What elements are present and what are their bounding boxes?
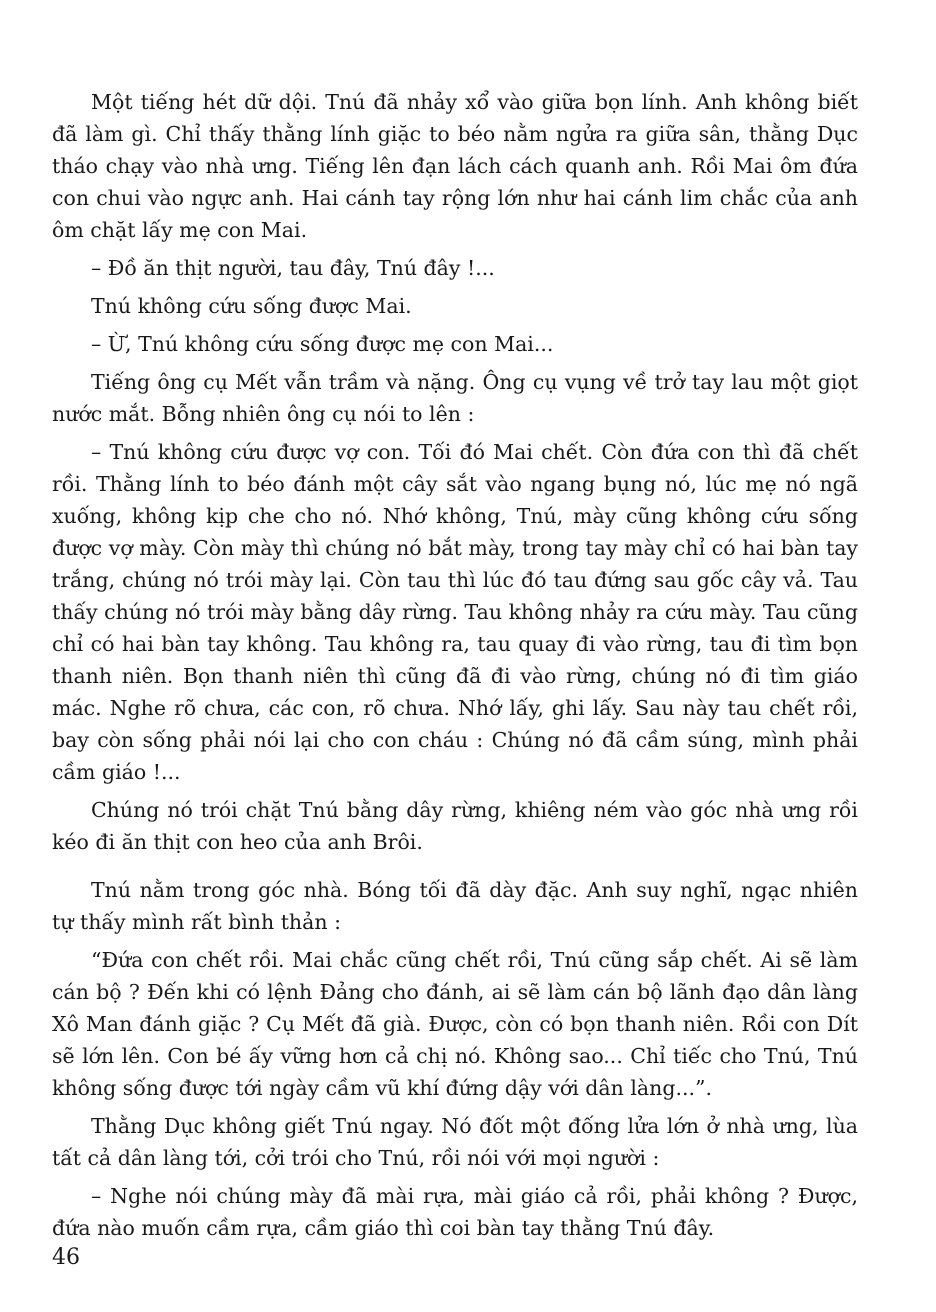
- paragraph-3: Tnú không cứu sống được Mai.: [91, 294, 412, 318]
- paragraph-5: Tiếng ông cụ Mết vẫn trầm và nặng. Ông cụ vụng về trở tay lau một giọt nước mắt. Bỗng nhiên ông cụ nói to lên :: [52, 370, 858, 426]
- paragraph-7: Chúng nó trói chặt Tnú bằng dây rừng, khiêng ném vào góc nhà ưng rồi kéo đi ăn thịt con heo của anh Brôi.: [52, 798, 858, 854]
- paragraph-2: – Đồ ăn thịt người, tau đây, Tnú đây !...: [91, 256, 495, 280]
- page-number: 46: [52, 1245, 80, 1270]
- body-text: [52, 86, 858, 1244]
- paragraph-9: “Đứa con chết rồi. Mai chắc cũng chết rồi, Tnú cũng sắp chết. Ai sẽ làm cán bộ ? Đến khi có lệnh Đảng cho đánh, ai sẽ làm cán bộ lãnh đạo dân làng Xô Man đánh giặc ? Cụ Mết đã già. Được, còn có bọn thanh niên. Rồi con Dít sẽ lớn lên. Con bé ấy vững hơn cả chị nó. Không sao... Chỉ tiếc cho Tnú, Tnú không sống được tới ngày cầm vũ khí đứng dậy với dân làng...”.: [52, 948, 858, 1100]
- paragraph-11: – Nghe nói chúng mày đã mài rựa, mài giáo cả rồi, phải không ? Được, đứa nào muốn cầm rựa, cầm giáo thì coi bàn tay thằng Tnú đây.: [52, 1184, 858, 1240]
- paragraph-4: – Ừ, Tnú không cứu sống được mẹ con Mai...: [91, 332, 554, 356]
- paragraph-6: – Tnú không cứu được vợ con. Tối đó Mai chết. Còn đứa con thì đã chết rồi. Thằng lính to béo đánh một cây sắt vào ngang bụng nó, lúc mẹ nó ngã xuống, không kịp che cho nó. Nhớ không, Tnú, mày cũng không cứu sống được vợ mày. Còn mày thì chúng nó bắt mày, trong tay mày chỉ có hai bàn tay trắng, chúng nó trói mày lại. Còn tau thì lúc đó tau đứng sau gốc cây vả. Tau thấy chúng nó trói mày bằng dây rừng. Tau không nhảy ra cứu mày. Tau cũng chỉ có hai bàn tay không. Tau không ra, tau quay đi vào rừng, tau đi tìm bọn thanh niên. Bọn thanh niên thì cũng đã đi vào rừng, chúng nó đi tìm giáo mác. Nghe rõ chưa, các con, rõ chưa. Nhớ lấy, ghi lấy. Sau này tau chết rồi, bay còn sống phải nói lại cho con cháu : Chúng nó đã cầm súng, mình phải cầm giáo !...: [52, 440, 858, 784]
- paragraph-10: Thằng Dục không giết Tnú ngay. Nó đốt một đống lửa lớn ở nhà ưng, lùa tất cả dân làng tới, cởi trói cho Tnú, rồi nói với mọi người :: [52, 1114, 858, 1170]
- paragraph-8: Tnú nằm trong góc nhà. Bóng tối đã dày đặc. Anh suy nghĩ, ngạc nhiên tự thấy mình rất bình thản :: [52, 878, 858, 934]
- paragraph-1: Một tiếng hét dữ dội. Tnú đã nhảy xổ vào giữa bọn lính. Anh không biết đã làm gì. Chỉ thấy thằng lính giặc to béo nằm ngửa ra giữa sân, thằng Dục tháo chạy vào nhà ưng. Tiếng lên đạn lách cách quanh anh. Rồi Mai ôm đứa con chui vào ngực anh. Hai cánh tay rộng lớn như hai cánh lim chắc của anh ôm chặt lấy mẹ con Mai.: [52, 90, 858, 242]
